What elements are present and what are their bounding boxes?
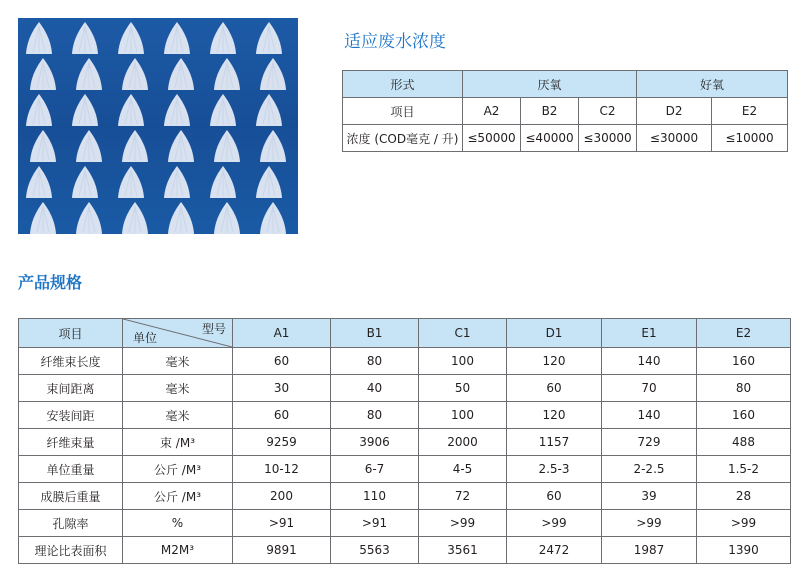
item-label: 项目 xyxy=(343,98,463,125)
value-cell: >99 xyxy=(697,510,791,537)
fiber-tassel-icon xyxy=(166,58,196,92)
fiber-tassel-icon xyxy=(74,130,104,164)
value-cell: 140 xyxy=(602,348,697,375)
fiber-tassel-icon xyxy=(70,94,100,128)
fiber-tassel-icon xyxy=(254,22,284,56)
value-cell: 160 xyxy=(697,402,791,429)
value-cell: 2472 xyxy=(507,537,602,564)
fiber-tassel-icon xyxy=(120,202,150,234)
model-cell: D2 xyxy=(637,98,712,125)
form-row xyxy=(343,71,788,98)
value-cell: 1390 xyxy=(697,537,791,564)
row-unit: 公斤 /M³ xyxy=(123,483,233,510)
value-cell: >99 xyxy=(419,510,507,537)
fiber-tassel-icon xyxy=(116,94,146,128)
value-cell: 100 xyxy=(419,348,507,375)
value-cell: 6-7 xyxy=(331,456,419,483)
value-cell: 110 xyxy=(331,483,419,510)
value-cell: 80 xyxy=(331,348,419,375)
model-cell: A2 xyxy=(463,98,521,125)
header-model-cell: C1 xyxy=(419,319,507,348)
row-name: 单位重量 xyxy=(19,456,123,483)
value-cell: 2000 xyxy=(419,429,507,456)
fiber-tassel-icon xyxy=(212,202,242,234)
fiber-tassel-icon xyxy=(208,94,238,128)
header-model-cell: E1 xyxy=(602,319,697,348)
fiber-tassel-icon xyxy=(208,22,238,56)
table-row xyxy=(19,456,791,483)
form-label: 形式 xyxy=(343,71,463,98)
fiber-tassel-icon xyxy=(28,202,58,234)
row-name: 安装间距 xyxy=(19,402,123,429)
row-name: 成膜后重量 xyxy=(19,483,123,510)
value-cell: 3906 xyxy=(331,429,419,456)
row-unit: M2M³ xyxy=(123,537,233,564)
value-cell: 10-12 xyxy=(233,456,331,483)
fiber-tassel-icon xyxy=(208,166,238,200)
value-cell: 4-5 xyxy=(419,456,507,483)
row-unit: % xyxy=(123,510,233,537)
value-cell: 39 xyxy=(602,483,697,510)
value-cell: 200 xyxy=(233,483,331,510)
fiber-tassel-icon xyxy=(212,130,242,164)
header-model-cell: E2 xyxy=(697,319,791,348)
header-unit: 单位 xyxy=(133,331,158,345)
fiber-tassel-icon xyxy=(258,58,288,92)
row-name: 孔隙率 xyxy=(19,510,123,537)
value-cell: 2-2.5 xyxy=(602,456,697,483)
value-cell: 28 xyxy=(697,483,791,510)
concentration-cell: ≤40000 xyxy=(521,125,579,152)
table-row xyxy=(19,510,791,537)
row-unit: 毫米 xyxy=(123,348,233,375)
table-row xyxy=(19,537,791,564)
wastewater-concentration-title: 适应废水浓度 xyxy=(344,32,446,52)
value-cell: 100 xyxy=(419,402,507,429)
anaerobic-group: 厌氧 xyxy=(463,71,637,98)
fiber-tassel-icon xyxy=(28,58,58,92)
fiber-tassel-icon xyxy=(70,22,100,56)
header-model-cell: D1 xyxy=(507,319,602,348)
spec-header-row xyxy=(19,319,791,348)
fiber-tassel-icon xyxy=(116,166,146,200)
table-row xyxy=(19,375,791,402)
fiber-tassel-icon xyxy=(120,58,150,92)
value-cell: 729 xyxy=(602,429,697,456)
fiber-tassel-icon xyxy=(258,202,288,234)
fiber-tassel-icon xyxy=(24,94,54,128)
value-cell: 70 xyxy=(602,375,697,402)
aerobic-group: 好氧 xyxy=(637,71,788,98)
value-cell: 9259 xyxy=(233,429,331,456)
row-name: 纤维束量 xyxy=(19,429,123,456)
value-cell: >99 xyxy=(507,510,602,537)
fiber-tassel-icon xyxy=(162,22,192,56)
value-cell: 1157 xyxy=(507,429,602,456)
fiber-tassel-icon xyxy=(120,130,150,164)
fiber-tassel-icon xyxy=(74,202,104,234)
fiber-tassel-icon xyxy=(24,166,54,200)
concentration-row xyxy=(343,125,788,152)
fiber-tassel-icon xyxy=(70,166,100,200)
value-cell: 1987 xyxy=(602,537,697,564)
concentration-cell: ≤50000 xyxy=(463,125,521,152)
header-model-cell: B1 xyxy=(331,319,419,348)
value-cell: 80 xyxy=(331,402,419,429)
row-unit: 公斤 /M³ xyxy=(123,456,233,483)
fiber-tassel-icon xyxy=(254,94,284,128)
table-row xyxy=(19,483,791,510)
header-unit-model xyxy=(123,319,233,348)
table-row xyxy=(19,402,791,429)
value-cell: 60 xyxy=(507,483,602,510)
concentration-label: 浓度 (COD毫克 / 升) xyxy=(343,125,463,152)
value-cell: >91 xyxy=(331,510,419,537)
value-cell: 50 xyxy=(419,375,507,402)
fiber-tassel-icon xyxy=(162,166,192,200)
concentration-cell: ≤30000 xyxy=(579,125,637,152)
fiber-tassel-icon xyxy=(254,166,284,200)
row-name: 理论比表面积 xyxy=(19,537,123,564)
value-cell: 2.5-3 xyxy=(507,456,602,483)
row-name: 纤维束长度 xyxy=(19,348,123,375)
concentration-table xyxy=(342,70,788,152)
value-cell: 120 xyxy=(507,402,602,429)
header-model: 型号 xyxy=(201,322,226,336)
spec-table xyxy=(18,318,791,564)
value-cell: 1.5-2 xyxy=(697,456,791,483)
value-cell: >91 xyxy=(233,510,331,537)
value-cell: 60 xyxy=(233,348,331,375)
item-row xyxy=(343,98,788,125)
row-name: 束间距离 xyxy=(19,375,123,402)
fiber-tassel-icon xyxy=(28,130,58,164)
fiber-tassel-icon xyxy=(166,130,196,164)
value-cell: 30 xyxy=(233,375,331,402)
model-cell: B2 xyxy=(521,98,579,125)
value-cell: 40 xyxy=(331,375,419,402)
value-cell: >99 xyxy=(602,510,697,537)
value-cell: 5563 xyxy=(331,537,419,564)
value-cell: 140 xyxy=(602,402,697,429)
header-model-cell: A1 xyxy=(233,319,331,348)
fiber-tassel-icon xyxy=(166,202,196,234)
value-cell: 80 xyxy=(697,375,791,402)
product-spec-title: 产品规格 xyxy=(18,273,83,292)
value-cell: 60 xyxy=(507,375,602,402)
fiber-tassel-icon xyxy=(74,58,104,92)
fiber-tassel-icon xyxy=(162,94,192,128)
value-cell: 9891 xyxy=(233,537,331,564)
fiber-tassel-icon xyxy=(258,130,288,164)
concentration-cell: ≤30000 xyxy=(637,125,712,152)
value-cell: 120 xyxy=(507,348,602,375)
model-cell: E2 xyxy=(712,98,788,125)
model-cell: C2 xyxy=(579,98,637,125)
row-unit: 束 /M³ xyxy=(123,429,233,456)
fiber-tassel-icon xyxy=(212,58,242,92)
table-row xyxy=(19,429,791,456)
fiber-tassel-icon xyxy=(116,22,146,56)
fiber-tassel-icon xyxy=(24,22,54,56)
value-cell: 3561 xyxy=(419,537,507,564)
value-cell: 60 xyxy=(233,402,331,429)
header-item: 项目 xyxy=(19,319,123,348)
value-cell: 488 xyxy=(697,429,791,456)
value-cell: 160 xyxy=(697,348,791,375)
table-row xyxy=(19,348,791,375)
concentration-cell: ≤10000 xyxy=(712,125,788,152)
fiber-bundle-photo xyxy=(18,18,298,234)
row-unit: 毫米 xyxy=(123,402,233,429)
row-unit: 毫米 xyxy=(123,375,233,402)
value-cell: 72 xyxy=(419,483,507,510)
